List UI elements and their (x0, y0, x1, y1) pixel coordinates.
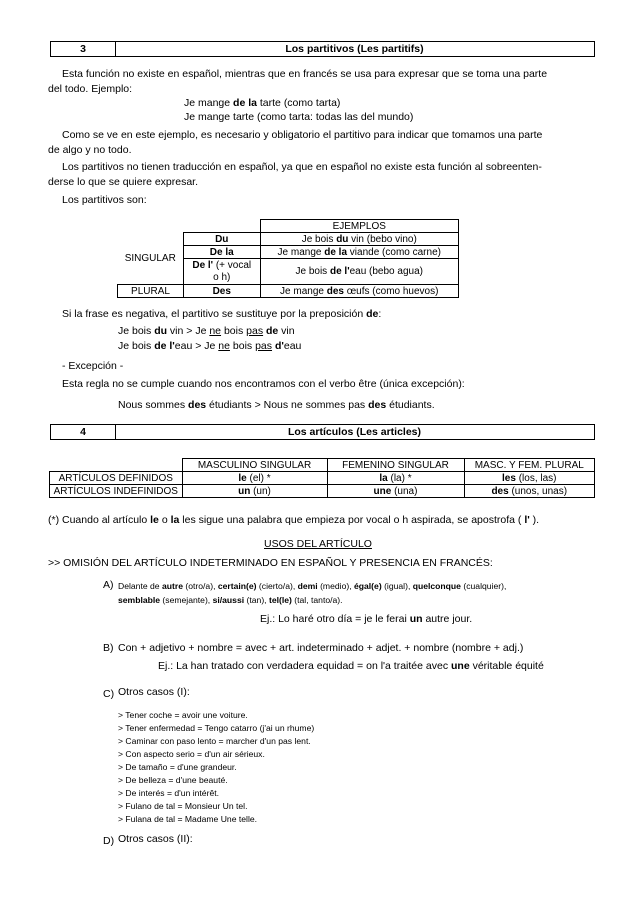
list-item: > De interés = d'un intérêt. (118, 788, 220, 798)
para-3-line-2: derse lo que se quiere expresar. (48, 176, 199, 188)
negative-rule: Si la frase es negativa, el partitivo se sustituye por la preposición de: (62, 308, 382, 320)
section-3-header (50, 41, 595, 57)
item-a-letter: A) (103, 579, 114, 591)
list-item: > Tener enfermedad = Tengo catarro (j'ai un rhume) (118, 723, 315, 733)
row-label: ARTÍCULOS INDEFINIDOS (50, 485, 183, 498)
item-a-example: Ej.: Lo haré otro día = je le ferai un autre jour. (260, 613, 473, 625)
omision-heading: >> OMISIÓN DEL ARTÍCULO INDETERMINADO EN ESPAÑOL Y PRESENCIA EN FRANCÉS: (48, 557, 493, 569)
list-item: > De belleza = d'une beauté. (118, 775, 228, 785)
header-feminine: FEMENINO SINGULAR (327, 459, 464, 472)
item-c-title: Otros casos (I): (118, 686, 190, 698)
exception-title: - Excepción - (62, 360, 124, 372)
de-l-example: Je bois de l'eau (bebo agua) (260, 259, 459, 285)
row-label: ARTÍCULOS DEFINIDOS (50, 472, 183, 485)
intro-line-1: Esta función no existe en español, mientras que en francés se usa para expresar que se toma una parte (62, 68, 548, 80)
cell: les (los, las) (464, 472, 595, 485)
section-4-header (50, 424, 595, 440)
table-row (50, 472, 595, 485)
item-d-title: Otros casos (II): (118, 833, 193, 845)
list-item: > Fulano de tal = Monsieur Un tel. (118, 801, 248, 811)
cell: la (la) * (327, 472, 464, 485)
section-title: Los artículos (Les articles) (287, 426, 422, 438)
des-example: Je mange des œufs (como huevos) (260, 285, 459, 298)
negative-example-2: Je bois de l'eau > Je ne bois pas d'eau (118, 340, 302, 352)
de-la-example: Je mange de la viande (como carne) (260, 246, 459, 259)
cell: un (un) (182, 485, 327, 498)
cell: des (unos, unas) (464, 485, 595, 498)
de-l-cell: De l' (+ vocal o h) (184, 259, 261, 285)
item-b-letter: B) (103, 642, 114, 654)
list-item: > Tener coche = avoir une voiture. (118, 710, 248, 720)
para-2-line-1: Como se ve en este ejemplo, es necesario y obligatorio el partitivo para indicar que tomamos una parte (62, 129, 543, 141)
item-d-letter: D) (103, 835, 115, 847)
footnote: (*) Cuando al artículo le o la les sigue una palabra que empieza por vocal o h aspirada, se apostrofa ( l' ). (48, 514, 540, 526)
item-a-line-2: semblable (semejante), si/aussi (tan), tel(le) (tal, tanto/a). (118, 595, 343, 605)
exception-line: Esta regla no se cumple cuando nos encontramos con el verbo être (única excepción): (62, 378, 465, 390)
singular-label: SINGULAR (118, 233, 184, 285)
item-c-letter: C) (103, 688, 115, 700)
partitive-table (117, 219, 459, 298)
examples-header: EJEMPLOS (260, 220, 459, 233)
item-b-text: Con + adjetivo + nombre = avec + art. indeterminado + adjet. + nombre (nombre + adj.) (118, 642, 524, 654)
du-example: Je bois du vin (bebo vino) (260, 233, 459, 246)
para-4: Los partitivos son: (62, 194, 147, 206)
exception-example: Nous sommes des étudiants > Nous ne sommes pas des étudiants. (118, 399, 435, 411)
du-cell: Du (184, 233, 261, 246)
para-3-line-1: Los partitivos no tienen traducción en español, ya que en español no existe esta función al sobreenten- (62, 161, 542, 173)
plural-label: PLURAL (118, 285, 184, 298)
des-cell: Des (184, 285, 261, 298)
list-item: > De tamaño = d'une grandeur. (118, 762, 237, 772)
list-item: > Con aspecto serio = d'un air sérieux. (118, 749, 265, 759)
section-number: 4 (51, 425, 116, 439)
item-b-example: Ej.: La han tratado con verdadera equidad = on l'a traitée avec une véritable équité (158, 660, 544, 672)
list-item: > Caminar con paso lento = marcher d'un pas lent. (118, 736, 311, 746)
example-2: Je mange tarte (como tarta: todas las del mundo) (184, 111, 414, 123)
usos-title: USOS DEL ARTÍCULO (264, 538, 372, 550)
list-item: > Fulana de tal = Madame Une telle. (118, 814, 258, 824)
de-la-cell: De la (184, 246, 261, 259)
cell: une (una) (327, 485, 464, 498)
section-number: 3 (51, 42, 116, 56)
header-plural: MASC. Y FEM. PLURAL (464, 459, 595, 472)
negative-example-1: Je bois du vin > Je ne bois pas de vin (118, 325, 295, 337)
item-a-line-1: Delante de autre (otro/a), certain(e) (cierto/a), demi (medio), égal(e) (igual), quelconque (cualquier), (118, 581, 507, 591)
intro-line-2: del todo. Ejemplo: (48, 83, 133, 95)
example-1: Je mange de la tarte (como tarta) (184, 97, 341, 109)
para-2-line-2: de algo y no todo. (48, 144, 132, 156)
section-title: Los partitivos (Les partitifs) (285, 43, 424, 55)
articles-table (49, 458, 595, 498)
cell: le (el) * (182, 472, 327, 485)
header-masculine: MASCULINO SINGULAR (182, 459, 327, 472)
table-row (50, 485, 595, 498)
